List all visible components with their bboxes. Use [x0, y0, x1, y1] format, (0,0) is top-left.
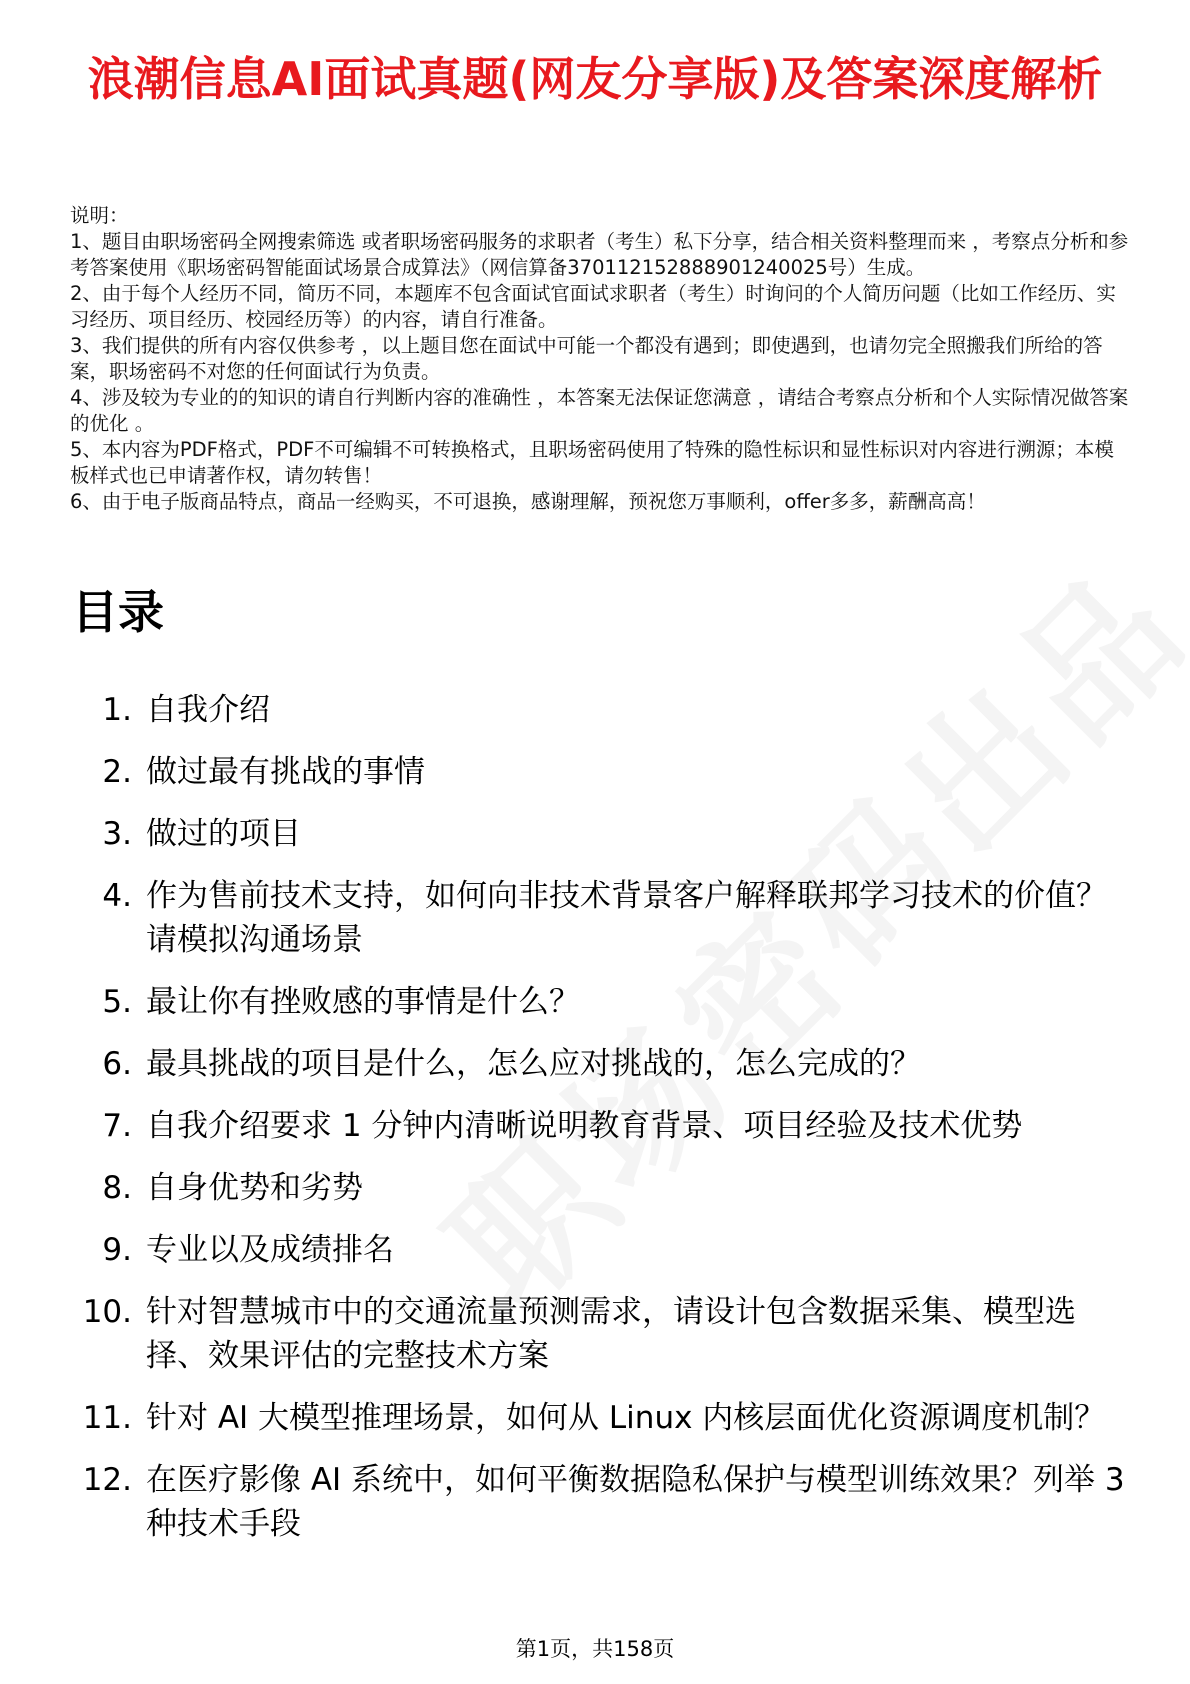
toc-list — [60, 688, 1130, 1564]
toc-item-text: 自我介绍 — [146, 692, 270, 728]
toc-item-text: 自我介绍要求 1 分钟内清晰说明教育背景、项目经验及技术优势 — [146, 1108, 1023, 1144]
note-item-1: 1、题目由职场密码全网搜索筛选 或者职场密码服务的求职者（考生）私下分享，结合相关资料整理而来 ，考察点分析和参考答案使用《职场密码智能面试场景合成算法》（网信算备370112152888901240025号）生成。 — [70, 230, 1129, 279]
toc-item-number: 9. — [102, 1232, 132, 1268]
toc-item-text: 自身优势和劣势 — [146, 1170, 363, 1206]
note-item-4: 4、涉及较为专业的的知识的请自行判断内容的准确性 ，本答案无法保证您满意 ，请结合考察点分析和个人实际情况做答案的优化 。 — [70, 386, 1129, 435]
document-title: 浪潮信息AI面试真题(网友分享版)及答案深度解析 — [87, 52, 1103, 106]
toc-item-number: 11. — [82, 1400, 132, 1436]
toc-item[interactable] — [60, 1042, 1130, 1086]
toc-item[interactable] — [60, 1228, 1130, 1272]
toc-item-text: 在医疗影像 AI 系统中，如何平衡数据隐私保护与模型训练效果？列举 3 种技术手段 — [146, 1462, 1125, 1542]
toc-item-number: 2. — [102, 754, 132, 790]
toc-item-number: 7. — [102, 1108, 132, 1144]
toc-item[interactable] — [60, 1166, 1130, 1210]
note-item-3: 3、我们提供的所有内容仅供参考 ，以上题目您在面试中可能一个都没有遇到；即使遇到，也请勿完全照搬我们所给的答案，职场密码不对您的任何面试行为负责。 — [70, 334, 1103, 383]
note-item-2: 2、由于每个人经历不同，简历不同，本题库不包含面试官面试求职者（考生）时询问的个人简历问题（比如工作经历、实习经历、项目经历、校园经历等）的内容，请自行准备。 — [70, 282, 1116, 331]
notes-section — [70, 203, 1130, 515]
toc-item-text: 做过的项目 — [146, 816, 301, 852]
toc-item-number: 4. — [102, 878, 132, 914]
toc-item-number: 1. — [102, 692, 132, 728]
toc-item-number: 8. — [102, 1170, 132, 1206]
toc-item[interactable] — [60, 874, 1130, 962]
toc-item-number: 5. — [102, 984, 132, 1020]
note-item-5: 5、本内容为PDF格式，PDF不可编辑不可转换格式，且职场密码使用了特殊的隐性标识和显性标识对内容进行溯源；本模板样式也已申请著作权，请勿转售！ — [70, 438, 1114, 487]
toc-item[interactable] — [60, 1104, 1130, 1148]
toc-item[interactable] — [60, 688, 1130, 732]
toc-item-number: 3. — [102, 816, 132, 852]
toc-item[interactable] — [60, 1396, 1130, 1440]
toc-item-text: 针对 AI 大模型推理场景，如何从 Linux 内核层面优化资源调度机制？ — [146, 1400, 1106, 1436]
toc-item-number: 10. — [82, 1294, 132, 1330]
note-item-6: 6、由于电子版商品特点，商品一经购买，不可退换，感谢理解，预祝您万事顺利，offer多多，薪酬高高！ — [70, 490, 986, 513]
toc-item-text: 作为售前技术支持，如何向非技术背景客户解释联邦学习技术的价值？请模拟沟通场景 — [146, 878, 1107, 958]
toc-item[interactable] — [60, 1458, 1130, 1546]
page-footer: 第1页，共158页 — [515, 1637, 675, 1661]
toc-item[interactable] — [60, 750, 1130, 794]
toc-heading: 目录 — [72, 585, 164, 639]
toc-item-text: 做过最有挑战的事情 — [146, 754, 425, 790]
toc-item-text: 最具挑战的项目是什么，怎么应对挑战的，怎么完成的？ — [146, 1046, 921, 1082]
toc-item[interactable] — [60, 812, 1130, 856]
notes-heading: 说明： — [70, 204, 129, 227]
toc-item-text: 最让你有挫败感的事情是什么？ — [146, 984, 580, 1020]
toc-item-text: 专业以及成绩排名 — [146, 1232, 394, 1268]
toc-item[interactable] — [60, 980, 1130, 1024]
toc-item[interactable] — [60, 1290, 1130, 1378]
toc-item-text: 针对智慧城市中的交通流量预测需求，请设计包含数据采集、模型选择、效果评估的完整技术方案 — [146, 1294, 1076, 1374]
toc-item-number: 6. — [102, 1046, 132, 1082]
toc-item-number: 12. — [82, 1462, 132, 1498]
